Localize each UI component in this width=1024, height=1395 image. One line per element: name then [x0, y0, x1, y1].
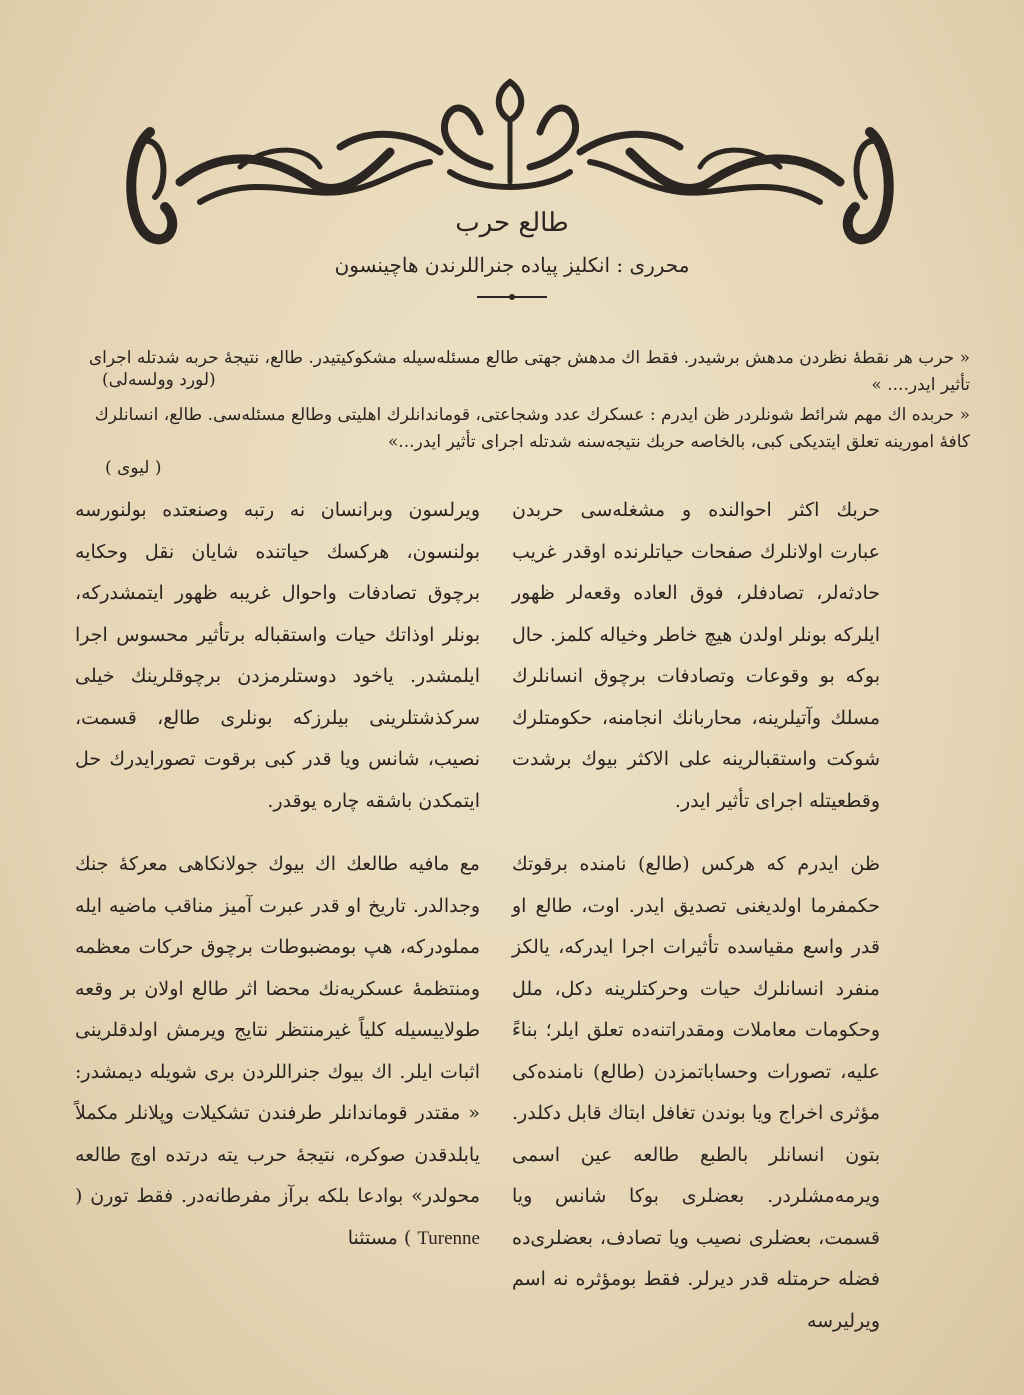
text-column-left	[75, 490, 480, 1281]
paragraph: ويرلسون وبرانسان نه رتبه وصنعتده بولنورسه بولنسون، هركسك حياتنده شايان نقل وحكايه برچوق تصادفات واحوال غريبه ظهور ايتمشدركه، بونلر اوذاتك حيات واستقباله برتأثير محسوس اجرا ايلمشدر. ياخود دوستلرمزدن برچوقلرينك خيلی سركذشتلرينی بيلرزكه بونلری طالع، قسمت، نصيب، شانس ويا قدر كبی برقوت تصورايدرك حل ايتمكدن باشقه چاره يوقدر.	[75, 499, 480, 812]
article-byline: محرری : انكليز پياده جنراللرندن هاچينسون	[334, 253, 690, 277]
paragraph-text: مع مافيه طالعك اك بيوك جولانكاهی معركهٔ جنك وجدالدر. تاريخ او قدر عبرت آميز مناقب ماضيه ايله مملودركه، هپ بومضبوطات برچوق حركات معظمه ومنتظمهٔ عسكريه‌نك محضا اثر طالع اولان بر وقعه طولاييسيله كلياً غيرمنتظر نتايج ويرمش اولدقلرينی اثبات ايلر. اك بيوك جنراللردن بری شويله ديمشدر: « مقتدر قوماندانلر طرفندن تشكيلات وپلانلر مكملاً يابلدقدن صوكره، نتيجهٔ حرب يته درتده اوچ طالعه محولدر» بوادعا بلكه برآز مفرطانه‌در. فقط تورن	[75, 853, 480, 1207]
paragraph: مع مافيه طالعك اك بيوك جولانكاهی معركهٔ جنك وجدالدر. تاريخ او قدر عبرت آميز مناقب ماضيه ايله مملودركه، هپ بومضبوطات برچوق حركات معظمه ومنتظمهٔ عسكريه‌نك محضا اثر طالع اولان بر وقعه طولاييسيله كلياً غيرمنتظر نتايج ويرمش اولدقلرينی اثبات ايلر. اك بيوك جنراللردن بری شويله ديمشدر: « مقتدر قوماندانلر طرفندن تشكيلات وپلانلر مكملاً يابلدقدن صوكره، نتيجهٔ حرب يته درتده اوچ طالعه محولدر» بوادعا بلكه برآز مفرطانه‌در. فقط تورن ( Turenne ) مستثنا	[75, 853, 480, 1249]
epigraph-2-author: ( ليوی )	[105, 458, 162, 478]
title-separator	[472, 292, 552, 302]
article-title: طالع حرب	[455, 208, 569, 238]
text-column-right	[512, 490, 880, 1364]
epigraph-1-author: (لورد وولسه‌لی)	[102, 370, 216, 390]
epigraph-2: « حربده اك مهم شرائط شونلردر ظن ايدرم : عسكرك عدد وشجاعتی، قوماندانلرك اهليتی وطالع مسئله‌سی. طالع، انسانلرك كافهٔ امورينه تعلق ايتديكی كبی، بالخاصه حربك نتيجه‌سنه شدتله اجرای تأثير ايدر...»	[94, 405, 970, 452]
epigraph-1: « حرب هر نقطهٔ نظردن مدهش برشيدر. فقط اك مدهش جهتی طالع مسئله‌سيله مشكوكيتيدر. طالع، نتيجهٔ حربه شدتله اجرای تأثير ايدر.... »	[88, 348, 970, 395]
latin-name: Turenne	[417, 1227, 480, 1249]
paragraph-text-end: مستثنا	[347, 1226, 398, 1249]
paragraph: ظن ايدرم كه هركس (طالع) نامنده برقوتك حكمفرما اولديغنی تصديق ايدر. اوت، طالع او قدر واسع مقياسده تأثيرات اجرا ايدركه، يالكز منفرد انسانلرك حيات وحركتلرينه دكل، ملل وحكومات معاملات ومقدراتنه‌ده تعلق ايلر؛ بناءً عليه، تصورات وحساباتمزدن (طالع) نامنده‌كی مؤثری اخراج ويا بوندن تغافل ابتاك قابل دكلدر. بتون انسانلر بالطبع طالعه عين اسمی ويرمه‌مشلردر. بعضلری بوكا شانس ويا قسمت، بعضلری نصيب ويا تصادف، بعضلری‌ده فضله حرمتله قدر ديرلر. فقط بومؤثره نه اسم ويرلير‌سه	[512, 853, 880, 1332]
decorative-header-ornament	[110, 72, 910, 272]
paragraph: حربك اكثر احوالنده و مشغله‌سی حربدن عبارت اولانلرك صفحات حياتلرنده اوقدر غريب حادثه‌لر، تصادفلر، فوق العاده وقعه‌لر ظهور ايلركه بونلر اولدن هيچ خاطر وخياله كلمز. حال بوكه بو وقوعات وتصادفات برچوق انسانلرك مسلك وآتيلرينه، محاربانك انجامنه، حكومتلرك شوكت واستقبالرينه على الاكثر بيوك برشدت وقطعيتله اجرای تأثير ايدر.	[512, 499, 880, 812]
